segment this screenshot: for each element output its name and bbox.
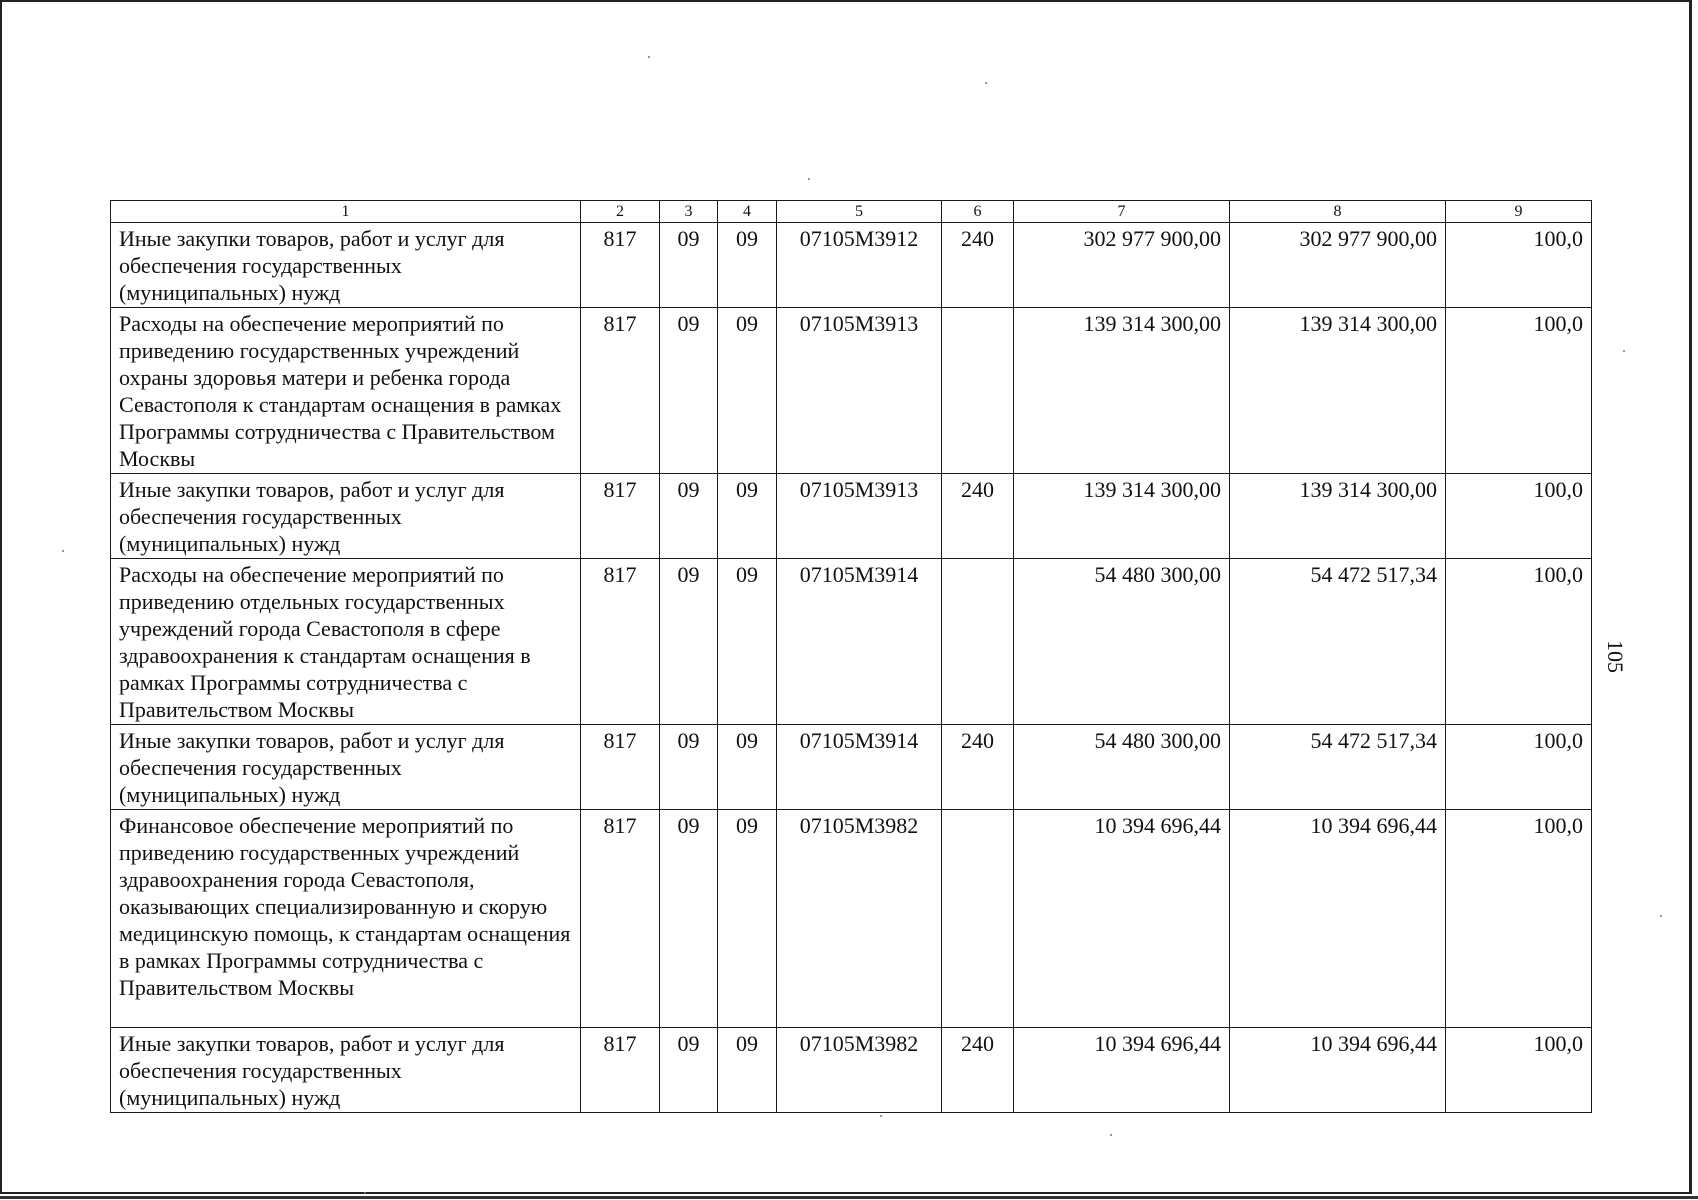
row-percent: 100,0 (1446, 1028, 1592, 1113)
row-percent: 100,0 (1446, 810, 1592, 1028)
header-col-9: 9 (1446, 201, 1592, 223)
row-target-article: 07105М3913 (777, 474, 942, 559)
row-executed-amount: 10 394 696,44 (1230, 810, 1446, 1028)
budget-table (110, 200, 1592, 1113)
row-executed-amount: 54 472 517,34 (1230, 725, 1446, 810)
table-row (111, 1028, 1592, 1113)
header-col-5: 5 (777, 201, 942, 223)
row-planned-amount: 10 394 696,44 (1014, 1028, 1230, 1113)
row-name: Иные закупки товаров, работ и услуг для обеспечения государственных (муниципальных) нужд (111, 725, 581, 810)
table-row (111, 725, 1592, 810)
scan-speck (1110, 1134, 1112, 1136)
header-col-2: 2 (581, 201, 660, 223)
row-expense-type (942, 308, 1014, 474)
row-expense-type (942, 810, 1014, 1028)
row-target-article: 07105М3982 (777, 1028, 942, 1113)
row-planned-amount: 54 480 300,00 (1014, 559, 1230, 725)
row-section: 09 (660, 308, 718, 474)
row-expense-type: 240 (942, 223, 1014, 308)
header-col-8: 8 (1230, 201, 1446, 223)
row-planned-amount: 139 314 300,00 (1014, 474, 1230, 559)
header-col-1: 1 (111, 201, 581, 223)
row-target-article: 07105М3914 (777, 559, 942, 725)
header-col-6: 6 (942, 201, 1014, 223)
row-section: 09 (660, 559, 718, 725)
scan-speck (880, 1115, 882, 1117)
row-section: 09 (660, 474, 718, 559)
table-row (111, 474, 1592, 559)
scan-speck (985, 82, 987, 84)
table-row (111, 223, 1592, 308)
table-row (111, 559, 1592, 725)
row-subsection: 09 (718, 1028, 777, 1113)
row-percent: 100,0 (1446, 559, 1592, 725)
row-name: Иные закупки товаров, работ и услуг для обеспечения государственных (муниципальных) нужд (111, 474, 581, 559)
row-subsection: 09 (718, 810, 777, 1028)
row-expense-type: 240 (942, 1028, 1014, 1113)
table-row (111, 308, 1592, 474)
row-name: Расходы на обеспечение мероприятий по приведению государственных учреждений охраны здоровья матери и ребенка города Севастополя к стандартам оснащения в рамках Программы сотрудничества с Правительством Москвы (111, 308, 581, 474)
row-subsection: 09 (718, 725, 777, 810)
row-target-article: 07105М3913 (777, 308, 942, 474)
header-col-7: 7 (1014, 201, 1230, 223)
scan-speck (648, 56, 650, 58)
scan-speck (364, 1192, 366, 1194)
row-ministry-code: 817 (581, 474, 660, 559)
row-subsection: 09 (718, 223, 777, 308)
row-expense-type (942, 559, 1014, 725)
row-section: 09 (660, 810, 718, 1028)
scan-speck (62, 550, 64, 552)
row-executed-amount: 54 472 517,34 (1230, 559, 1446, 725)
row-target-article: 07105М3914 (777, 725, 942, 810)
row-subsection: 09 (718, 559, 777, 725)
row-percent: 100,0 (1446, 308, 1592, 474)
row-expense-type: 240 (942, 474, 1014, 559)
row-executed-amount: 139 314 300,00 (1230, 308, 1446, 474)
header-col-3: 3 (660, 201, 718, 223)
row-name: Иные закупки товаров, работ и услуг для обеспечения государственных (муниципальных) нужд (111, 1028, 581, 1113)
row-executed-amount: 302 977 900,00 (1230, 223, 1446, 308)
row-executed-amount: 139 314 300,00 (1230, 474, 1446, 559)
row-name: Расходы на обеспечение мероприятий по приведению отдельных государственных учреждений города Севастополя в сфере здравоохранения к стандартам оснащения в рамках Программы сотрудничества с Правительством Москвы (111, 559, 581, 725)
row-ministry-code: 817 (581, 223, 660, 308)
row-planned-amount: 54 480 300,00 (1014, 725, 1230, 810)
row-expense-type: 240 (942, 725, 1014, 810)
row-name: Иные закупки товаров, работ и услуг для обеспечения государственных (муниципальных) нужд (111, 223, 581, 308)
row-percent: 100,0 (1446, 725, 1592, 810)
row-subsection: 09 (718, 474, 777, 559)
row-ministry-code: 817 (581, 1028, 660, 1113)
row-planned-amount: 302 977 900,00 (1014, 223, 1230, 308)
row-target-article: 07105М3982 (777, 810, 942, 1028)
scan-speck (808, 178, 810, 180)
scan-speck (1623, 350, 1625, 352)
row-percent: 100,0 (1446, 223, 1592, 308)
row-planned-amount: 10 394 696,44 (1014, 810, 1230, 1028)
row-ministry-code: 817 (581, 810, 660, 1028)
scan-speck (1660, 915, 1662, 917)
row-subsection: 09 (718, 308, 777, 474)
row-ministry-code: 817 (581, 559, 660, 725)
row-target-article: 07105М3912 (777, 223, 942, 308)
row-section: 09 (660, 1028, 718, 1113)
row-executed-amount: 10 394 696,44 (1230, 1028, 1446, 1113)
row-name: Финансовое обеспечение мероприятий по приведению государственных учреждений здравоохранения города Севастополя, оказывающих специализированную и скорую медицинскую помощь, к стандартам оснащения в рамках Программы сотрудничества с Правительством Москвы (111, 810, 581, 1028)
row-section: 09 (660, 223, 718, 308)
row-ministry-code: 817 (581, 308, 660, 474)
row-section: 09 (660, 725, 718, 810)
row-planned-amount: 139 314 300,00 (1014, 308, 1230, 474)
header-row (111, 201, 1592, 223)
header-col-4: 4 (718, 201, 777, 223)
row-percent: 100,0 (1446, 474, 1592, 559)
table-row (111, 810, 1592, 1028)
scan-bottom-edge (0, 1196, 1698, 1199)
page-number: 105 (1603, 640, 1628, 673)
row-ministry-code: 817 (581, 725, 660, 810)
